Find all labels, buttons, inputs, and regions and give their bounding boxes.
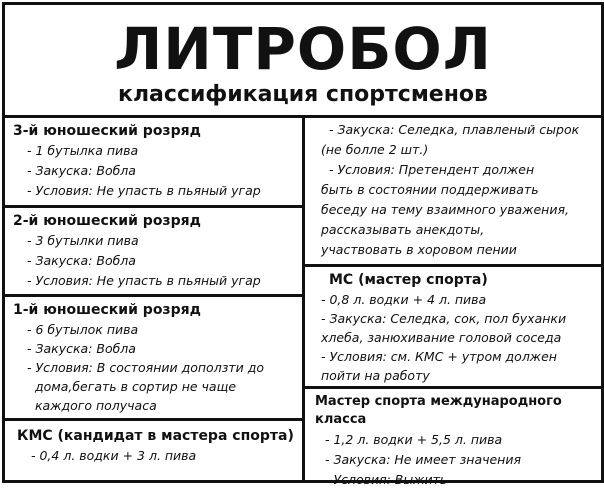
- rank-item: - 3 бутылки пива: [27, 233, 139, 248]
- left-column: [5, 118, 305, 480]
- rank-item: - 0,4 л. водки + 3 л. пива: [31, 448, 197, 463]
- rank-item: - 1,2 л. водки + 5,5 л. пива: [325, 432, 503, 447]
- rank-item: - Закуска: Селедка, плавленый сырок: [329, 122, 580, 137]
- rank-title: 2-й юношеский розряд: [13, 213, 201, 229]
- right-column: [305, 118, 601, 487]
- rank-item-continued: быть в состоянии поддерживать: [321, 182, 539, 197]
- rank-box-ms: [305, 267, 601, 389]
- rank-item: - 1 бутылка пива: [27, 143, 139, 158]
- rank-item: - Закуска: Вобла: [27, 341, 136, 356]
- rank-title: МС (мастер спорта): [329, 272, 488, 288]
- rank-item: - Закуска: Не имеет значения: [325, 452, 521, 467]
- rank-item-continued: хлеба, занюхивание головой соседа: [321, 330, 562, 345]
- rank-item-continued: каждого получаса: [35, 398, 157, 413]
- rank-box-msmk: [305, 389, 601, 487]
- rank-item: - Условия: Выжить: [325, 472, 448, 487]
- rank-item: - 6 бутылок пива: [27, 322, 139, 337]
- rank-item-continued: беседу на тему взаимного уважения,: [321, 202, 569, 217]
- rank-item: - Условия: см. КМС + утром должен: [321, 349, 557, 364]
- rank-item: - Закуска: Селедка, сок, пол буханки: [321, 311, 567, 326]
- page-title: ЛИТРОБОЛ: [114, 15, 492, 83]
- rank-box-1st-junior: [5, 297, 302, 421]
- rank-item-continued: пойти на работу: [321, 368, 430, 383]
- rank-item-continued: дома,бегать в сортир не чаще: [35, 379, 237, 394]
- rank-item: - Условия: Не упасть в пьяный угар: [27, 183, 261, 198]
- rank-title: Мастер спорта международного класса: [315, 394, 562, 427]
- rank-box-kms-continued: [305, 118, 601, 267]
- rank-item: - 0,8 л. водки + 4 л. пива: [321, 292, 487, 307]
- rank-title: КМС (кандидат в мастера спорта): [17, 428, 294, 444]
- title-block: [5, 5, 601, 118]
- page-subtitle: классификация спортсменов: [118, 82, 488, 107]
- classification-poster: [2, 2, 604, 487]
- rank-title: 3-й юношеский розряд: [13, 123, 201, 139]
- rank-item: - Закуска: Вобла: [27, 163, 136, 178]
- rank-item-continued: рассказывать анекдоты,: [321, 222, 485, 237]
- rank-item-continued: участвовать в хоровом пении: [321, 242, 517, 257]
- rank-box-3rd-junior: [5, 118, 302, 208]
- rank-box-2nd-junior: [5, 208, 302, 297]
- rank-title: 1-й юношеский розряд: [13, 302, 201, 318]
- rank-item: - Условия: Претендент должен: [329, 162, 535, 177]
- rank-item: - Закуска: Вобла: [27, 253, 136, 268]
- rank-item-continued: (не болле 2 шт.): [321, 142, 429, 157]
- rank-item: - Условия: В состоянии доползти до: [27, 360, 265, 375]
- rank-box-kms: [5, 421, 302, 480]
- rank-item: - Условия: Не упасть в пьяный угар: [27, 273, 261, 288]
